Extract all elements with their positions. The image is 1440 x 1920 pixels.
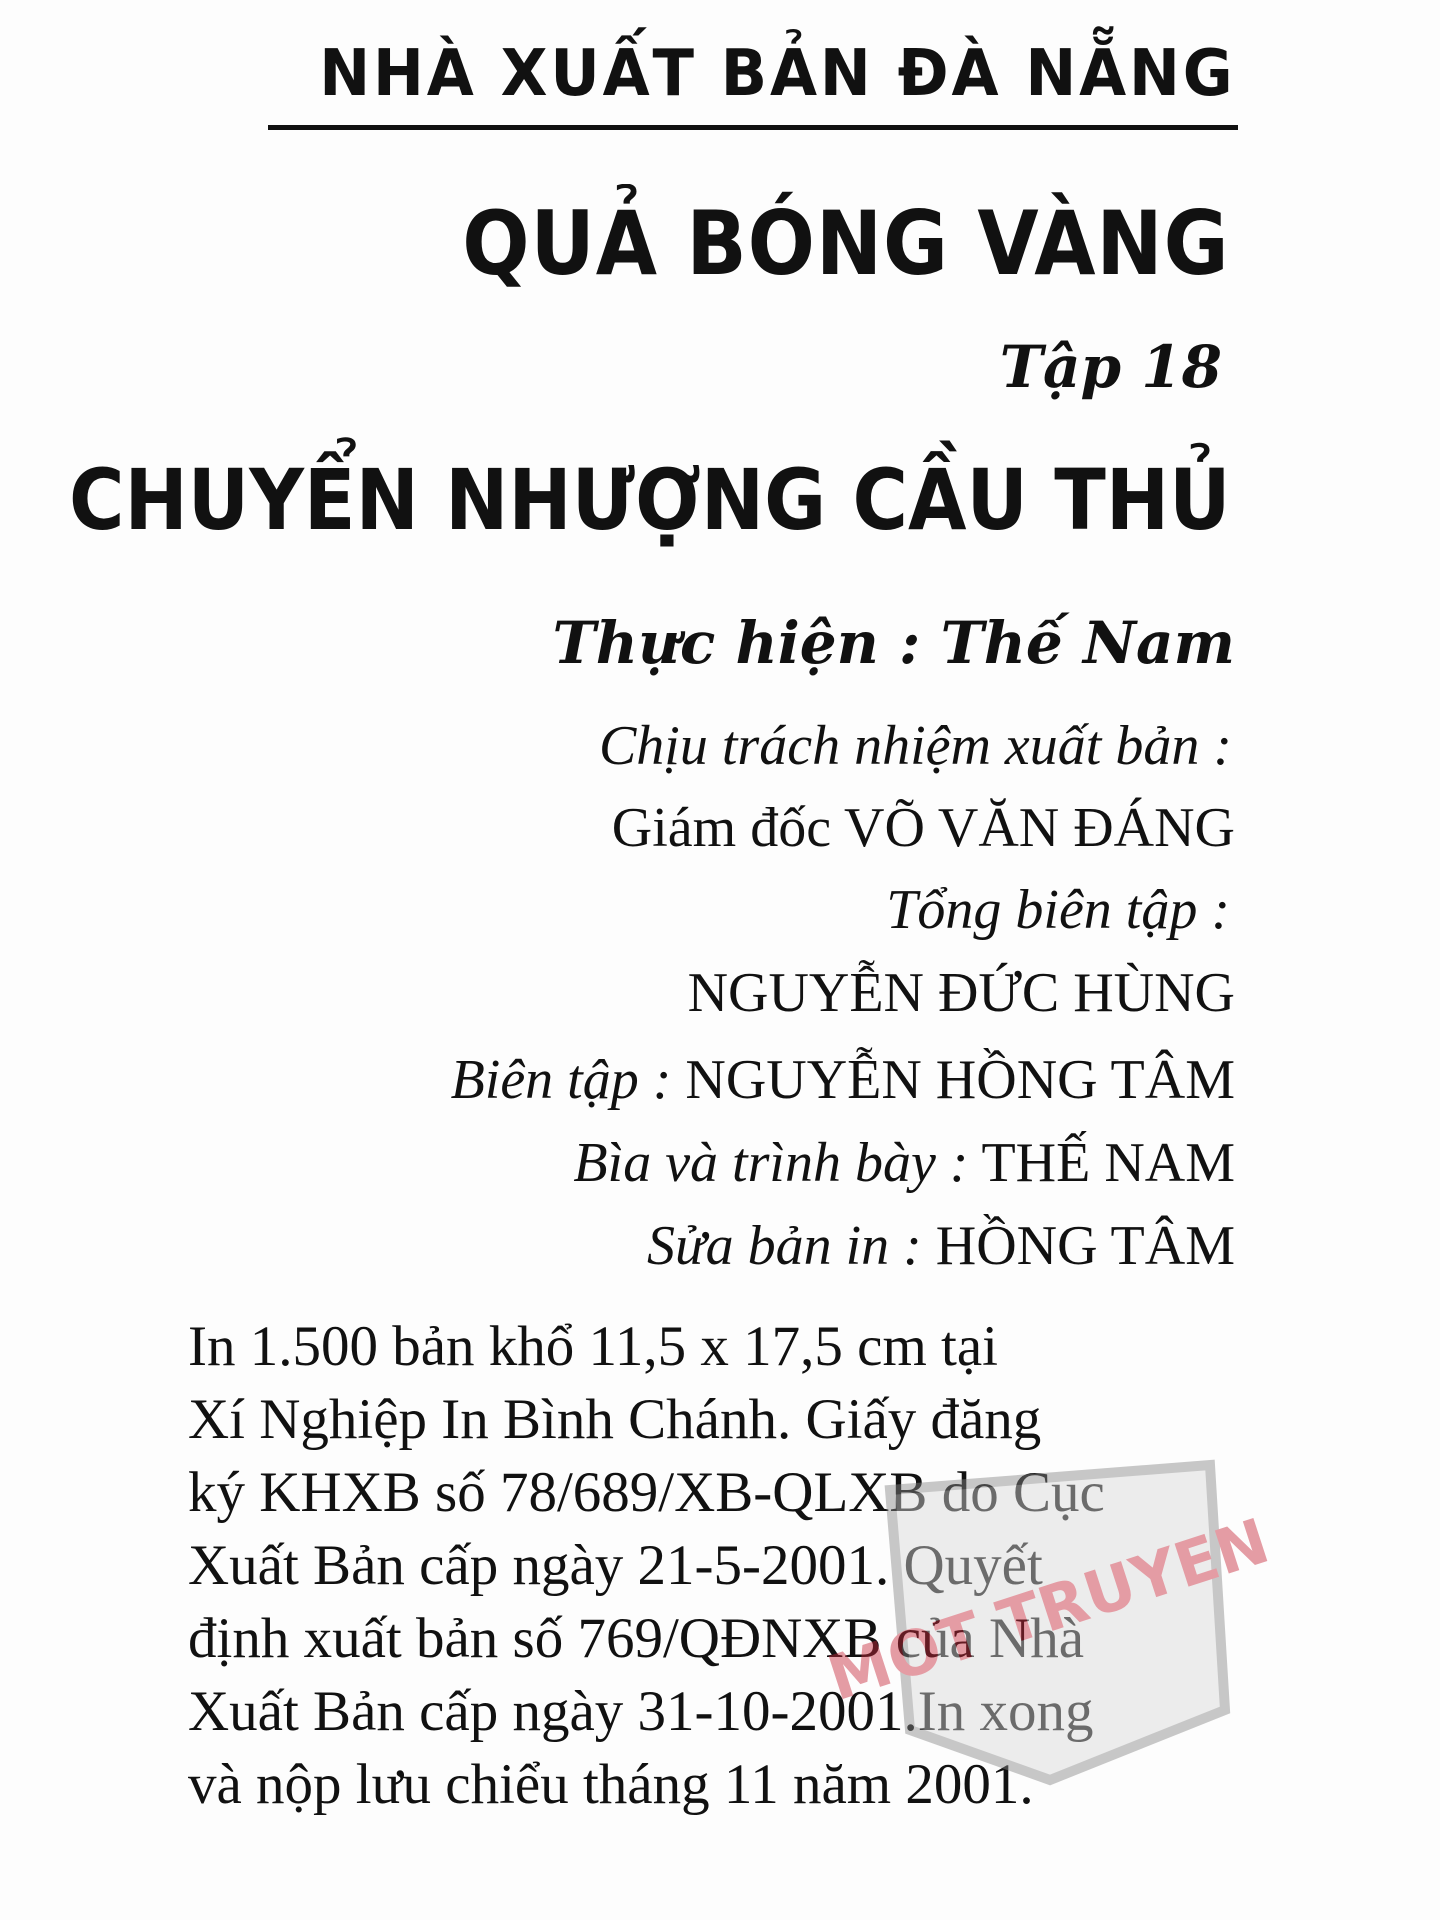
colophon-line: và nộp lưu chiểu tháng 11 năm 2001.	[188, 1753, 1034, 1816]
colophon-line: Xuất Bản cấp ngày 21-5-2001. Quyết	[188, 1534, 1043, 1597]
colophon-line: In 1.500 bản khổ 11,5 x 17,5 cm tại	[188, 1315, 999, 1378]
colophon-line: định xuất bản số 769/QĐNXB của Nhà	[188, 1607, 1085, 1670]
chief-editor-label: Tổng biên tập :	[886, 879, 1230, 941]
director-name: Giám đốc VÕ VĂN ĐÁNG	[611, 797, 1235, 859]
colophon-line: Xuất Bản cấp ngày 31-10-2001.In xong	[188, 1680, 1094, 1743]
editor-name: NGUYỄN HỒNG TÂM	[685, 1049, 1235, 1111]
watermark-text: MOT TRUYEN	[819, 1504, 1278, 1715]
header-divider	[268, 125, 1238, 130]
creator-credit: Thực hiện : Thế Nam	[552, 609, 1235, 677]
chief-editor-name: NGUYỄN ĐỨC HÙNG	[687, 962, 1235, 1024]
book-title: CHUYỂN NHƯỢNG CẦU THỦ	[68, 451, 1230, 549]
cover-name: THẾ NAM	[981, 1132, 1235, 1194]
cover-label: Bìa và trình bày :	[573, 1132, 969, 1194]
editor-label: Biên tập :	[450, 1049, 672, 1111]
cover-credit	[573, 1132, 1235, 1194]
publisher-name: NHÀ XUẤT BẢN ĐÀ NẴNG	[318, 37, 1235, 111]
series-title: QUẢ BÓNG VÀNG	[462, 192, 1230, 295]
proof-credit	[647, 1215, 1235, 1277]
responsible-label: Chịu trách nhiệm xuất bản :	[598, 715, 1232, 777]
colophon-line: Xí Nghiệp In Bình Chánh. Giấy đăng	[188, 1388, 1042, 1451]
editor-credit	[450, 1049, 1235, 1111]
proof-label: Sửa bản in :	[647, 1215, 922, 1277]
watermark-stamp-icon	[819, 1460, 1278, 1790]
proof-name: HỒNG TÂM	[935, 1215, 1235, 1277]
colophon-line: ký KHXB số 78/689/XB-QLXB do Cục	[188, 1461, 1105, 1524]
volume-number: Tập 18	[999, 333, 1222, 401]
